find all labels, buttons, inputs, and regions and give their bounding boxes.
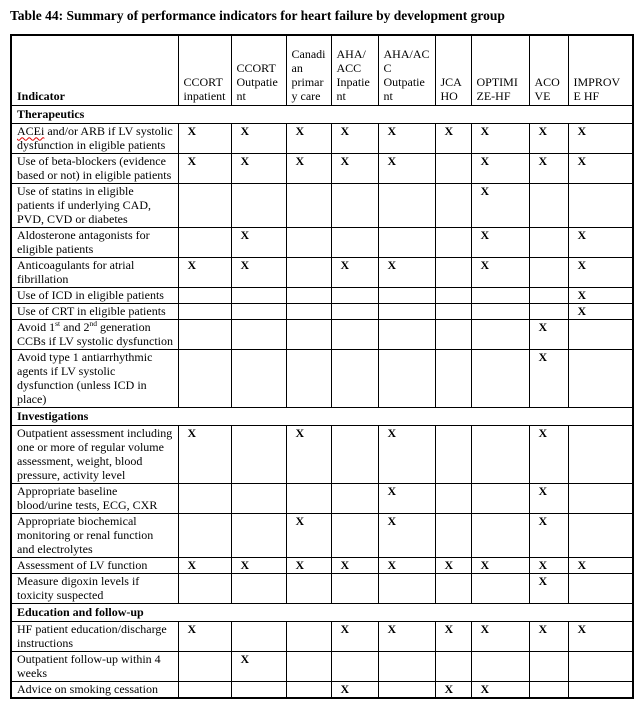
empty-cell [435, 257, 471, 287]
empty-cell [331, 651, 378, 681]
empty-cell [331, 573, 378, 603]
empty-cell [378, 651, 435, 681]
table-row [11, 651, 633, 681]
column-header-optimize-hf: OPTIMIZE-HF [471, 35, 529, 105]
empty-cell [435, 319, 471, 349]
section-row-education-and-follow-up [11, 603, 633, 621]
mark-cell: X [435, 557, 471, 573]
mark-cell: X [178, 123, 231, 153]
empty-cell [471, 651, 529, 681]
spellcheck-underline: ACEi [17, 123, 45, 138]
empty-cell [471, 483, 529, 513]
column-header-ccort-outpatient: CCORT Outpatient [231, 35, 286, 105]
empty-cell [231, 621, 286, 651]
mark-cell: X [471, 183, 529, 227]
table-row [11, 513, 633, 557]
empty-cell [435, 303, 471, 319]
mark-cell: X [568, 227, 633, 257]
mark-cell: X [471, 123, 529, 153]
empty-cell [231, 287, 286, 303]
section-label: Investigations [11, 407, 633, 425]
mark-cell: X [178, 621, 231, 651]
empty-cell [435, 425, 471, 483]
mark-cell: X [529, 123, 568, 153]
empty-cell [331, 425, 378, 483]
empty-cell [529, 257, 568, 287]
empty-cell [471, 349, 529, 407]
empty-cell [568, 483, 633, 513]
mark-cell: X [378, 257, 435, 287]
indicator-cell: Avoid type 1 antiarrhythmic agents if LV systolic dysfunction (unless ICD in place) [11, 349, 178, 407]
section-label: Therapeutics [11, 105, 633, 123]
empty-cell [471, 319, 529, 349]
empty-cell [471, 287, 529, 303]
indicator-cell: Outpatient follow-up within 4 weeks [11, 651, 178, 681]
empty-cell [529, 303, 568, 319]
indicator-cell: Use of ICD in eligible patients [11, 287, 178, 303]
mark-cell: X [435, 681, 471, 698]
mark-cell: X [568, 153, 633, 183]
mark-cell: X [471, 227, 529, 257]
mark-cell: X [331, 257, 378, 287]
empty-cell [435, 183, 471, 227]
empty-cell [331, 287, 378, 303]
empty-cell [471, 513, 529, 557]
indicator-cell: Measure digoxin levels if toxicity suspected [11, 573, 178, 603]
empty-cell [378, 681, 435, 698]
table-row [11, 287, 633, 303]
empty-cell [568, 425, 633, 483]
empty-cell [178, 183, 231, 227]
empty-cell [178, 349, 231, 407]
empty-cell [529, 287, 568, 303]
column-header-ccort-inpatient: CCORT inpatient [178, 35, 231, 105]
mark-cell: X [378, 123, 435, 153]
table-row [11, 425, 633, 483]
header-row [11, 35, 633, 105]
empty-cell [331, 319, 378, 349]
mark-cell: X [231, 557, 286, 573]
indicator-cell: Aldosterone antagonists for eligible patients [11, 227, 178, 257]
mark-cell: X [231, 123, 286, 153]
empty-cell [435, 153, 471, 183]
mark-cell: X [471, 681, 529, 698]
empty-cell [378, 573, 435, 603]
empty-cell [178, 573, 231, 603]
mark-cell: X [178, 153, 231, 183]
mark-cell: X [378, 621, 435, 651]
mark-cell: X [178, 557, 231, 573]
mark-cell: X [331, 621, 378, 651]
table-row [11, 319, 633, 349]
mark-cell: X [529, 513, 568, 557]
table-row [11, 573, 633, 603]
indicator-cell: Use of CRT in eligible patients [11, 303, 178, 319]
empty-cell [331, 183, 378, 227]
empty-cell [568, 651, 633, 681]
empty-cell [331, 349, 378, 407]
indicator-cell: Outpatient assessment including one or more of regular volume assessment, weight, blood pressure, activity level [11, 425, 178, 483]
empty-cell [435, 287, 471, 303]
empty-cell [378, 349, 435, 407]
empty-cell [231, 513, 286, 557]
empty-cell [378, 287, 435, 303]
mark-cell: X [378, 425, 435, 483]
empty-cell [178, 681, 231, 698]
empty-cell [286, 257, 331, 287]
indicator-cell: Anticoagulants for atrial fibrillation [11, 257, 178, 287]
empty-cell [529, 183, 568, 227]
empty-cell [331, 227, 378, 257]
mark-cell: X [331, 681, 378, 698]
empty-cell [231, 349, 286, 407]
empty-cell [231, 183, 286, 227]
table-caption: Table 44: Summary of performance indicators for heart failure by development group [10, 8, 505, 23]
table-row [11, 483, 633, 513]
empty-cell [286, 183, 331, 227]
column-header-aha-acc-outpatient: AHA/ACC Outpatient [378, 35, 435, 105]
mark-cell: X [529, 349, 568, 407]
mark-cell: X [529, 557, 568, 573]
mark-cell: X [568, 257, 633, 287]
empty-cell [568, 319, 633, 349]
empty-cell [568, 573, 633, 603]
mark-cell: X [286, 513, 331, 557]
empty-cell [471, 573, 529, 603]
mark-cell: X [178, 425, 231, 483]
column-header-improve-hf: IMPROVE HF [568, 35, 633, 105]
empty-cell [178, 287, 231, 303]
mark-cell: X [529, 153, 568, 183]
mark-cell: X [568, 621, 633, 651]
empty-cell [231, 681, 286, 698]
column-header-indicator: Indicator [11, 35, 178, 105]
mark-cell: X [471, 257, 529, 287]
indicator-cell: Appropriate biochemical monitoring or renal function and electrolytes [11, 513, 178, 557]
empty-cell [178, 651, 231, 681]
ordinal-superscript: st [55, 318, 61, 328]
empty-cell [471, 425, 529, 483]
table-row [11, 621, 633, 651]
empty-cell [568, 681, 633, 698]
empty-cell [331, 303, 378, 319]
mark-cell: X [568, 557, 633, 573]
mark-cell: X [286, 557, 331, 573]
mark-cell: X [378, 513, 435, 557]
section-row-investigations [11, 407, 633, 425]
mark-cell: X [231, 227, 286, 257]
table-row [11, 123, 633, 153]
indicator-cell: Avoid 1st and 2nd generation CCBs if LV systolic dysfunction [11, 319, 178, 349]
indicator-cell: Use of statins in eligible patients if underlying CAD, PVD, CVD or diabetes [11, 183, 178, 227]
column-header-acove: ACOVE [529, 35, 568, 105]
mark-cell: X [331, 153, 378, 183]
empty-cell [178, 483, 231, 513]
empty-cell [178, 303, 231, 319]
empty-cell [435, 483, 471, 513]
empty-cell [286, 303, 331, 319]
indicator-cell: Assessment of LV function [11, 557, 178, 573]
mark-cell: X [378, 483, 435, 513]
mark-cell: X [529, 621, 568, 651]
empty-cell [231, 573, 286, 603]
empty-cell [178, 319, 231, 349]
column-header-jcaho: JCAHO [435, 35, 471, 105]
table-row [11, 257, 633, 287]
section-label: Education and follow-up [11, 603, 633, 621]
empty-cell [331, 483, 378, 513]
mark-cell: X [529, 573, 568, 603]
mark-cell: X [568, 303, 633, 319]
empty-cell [286, 573, 331, 603]
mark-cell: X [568, 287, 633, 303]
mark-cell: X [471, 557, 529, 573]
ordinal-superscript: nd [89, 318, 97, 328]
table-row [11, 183, 633, 227]
empty-cell [568, 349, 633, 407]
column-header-canadian-primary-care: Canadian primary care [286, 35, 331, 105]
table-row [11, 681, 633, 698]
empty-cell [231, 425, 286, 483]
mark-cell: X [529, 483, 568, 513]
empty-cell [286, 651, 331, 681]
table-row [11, 303, 633, 319]
mark-cell: X [331, 123, 378, 153]
performance-indicators-table [10, 34, 634, 699]
empty-cell [435, 573, 471, 603]
mark-cell: X [471, 153, 529, 183]
empty-cell [568, 513, 633, 557]
empty-cell [471, 303, 529, 319]
empty-cell [178, 227, 231, 257]
empty-cell [435, 651, 471, 681]
mark-cell: X [378, 153, 435, 183]
mark-cell: X [568, 123, 633, 153]
empty-cell [435, 513, 471, 557]
mark-cell: X [231, 257, 286, 287]
mark-cell: X [529, 319, 568, 349]
empty-cell [178, 513, 231, 557]
mark-cell: X [286, 123, 331, 153]
empty-cell [435, 349, 471, 407]
empty-cell [231, 483, 286, 513]
empty-cell [529, 681, 568, 698]
mark-cell: X [286, 153, 331, 183]
mark-cell: X [231, 153, 286, 183]
empty-cell [286, 349, 331, 407]
mark-cell: X [435, 123, 471, 153]
mark-cell: X [178, 257, 231, 287]
indicator-cell: Advice on smoking cessation [11, 681, 178, 698]
empty-cell [286, 287, 331, 303]
empty-cell [286, 483, 331, 513]
mark-cell: X [435, 621, 471, 651]
empty-cell [378, 183, 435, 227]
empty-cell [231, 303, 286, 319]
empty-cell [378, 303, 435, 319]
empty-cell [378, 227, 435, 257]
indicator-cell: ACEi and/or ARB if LV systolic dysfunction in eligible patients [11, 123, 178, 153]
section-row-therapeutics [11, 105, 633, 123]
empty-cell [378, 319, 435, 349]
table-row [11, 349, 633, 407]
indicator-cell: HF patient education/discharge instructions [11, 621, 178, 651]
mark-cell: X [471, 621, 529, 651]
column-header-aha-acc-inpatient: AHA/ACC Inpatient [331, 35, 378, 105]
empty-cell [568, 183, 633, 227]
mark-cell: X [286, 425, 331, 483]
empty-cell [331, 513, 378, 557]
empty-cell [529, 227, 568, 257]
indicator-cell: Use of beta-blockers (evidence based or not) in eligible patients [11, 153, 178, 183]
indicator-cell: Appropriate baseline blood/urine tests, ECG, CXR [11, 483, 178, 513]
empty-cell [286, 227, 331, 257]
mark-cell: X [331, 557, 378, 573]
empty-cell [231, 319, 286, 349]
mark-cell: X [529, 425, 568, 483]
mark-cell: X [378, 557, 435, 573]
table-row [11, 557, 633, 573]
mark-cell: X [231, 651, 286, 681]
empty-cell [286, 621, 331, 651]
table-row [11, 153, 633, 183]
empty-cell [286, 319, 331, 349]
empty-cell [286, 681, 331, 698]
table-row [11, 227, 633, 257]
empty-cell [529, 651, 568, 681]
empty-cell [435, 227, 471, 257]
